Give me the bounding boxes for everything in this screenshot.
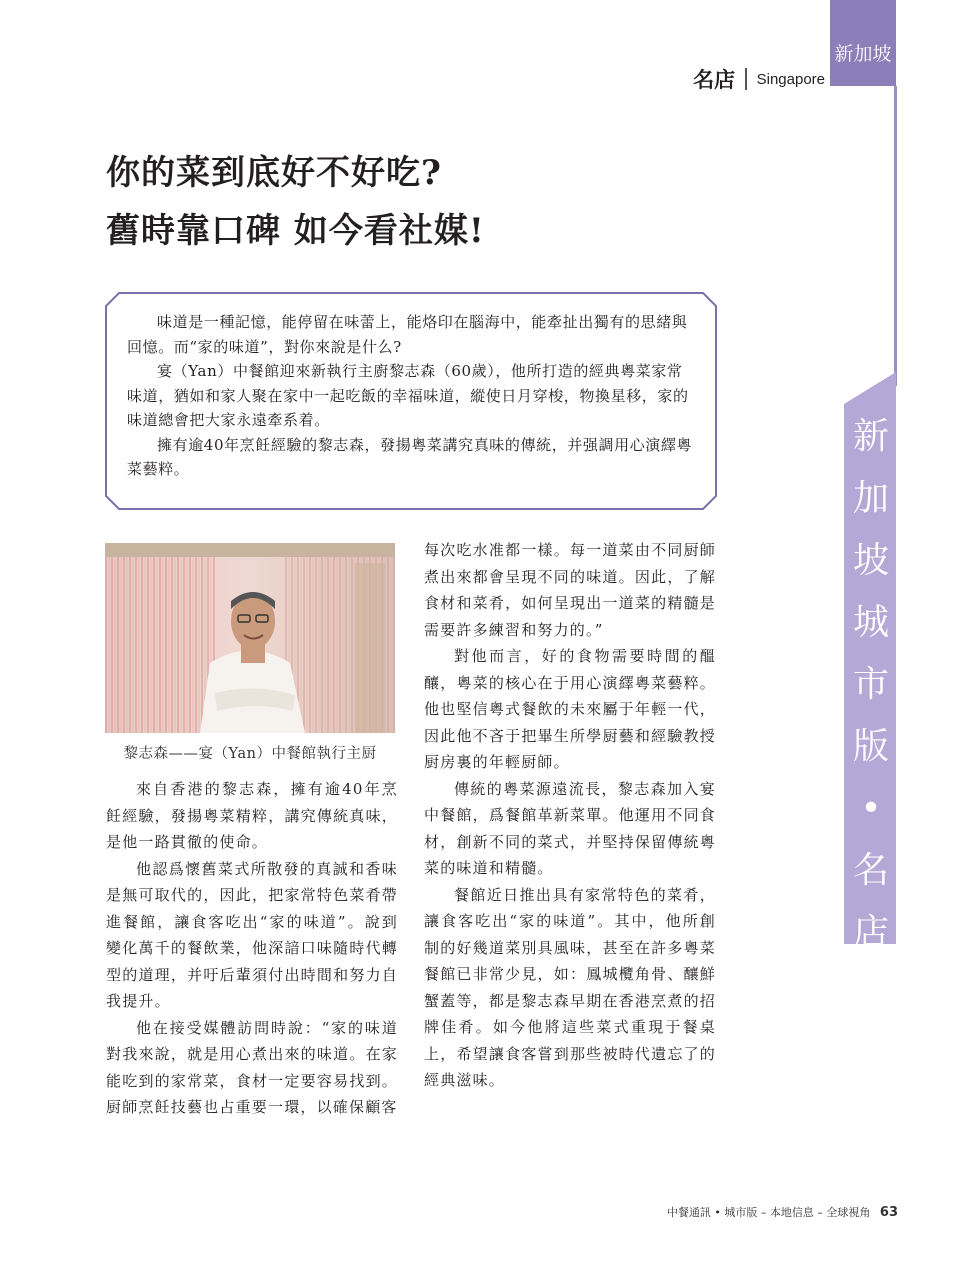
title-line-2: 舊時靠口碑 如今看社媒!: [106, 211, 485, 251]
intro-paragraph: 宴（Yan）中餐館迎來新執行主廚黎志森（60歲），他所打造的經典粵菜家常味道，猶如和家人聚在家中一起吃飯的幸福味道，縱使日月穿梭，物換星移，家的味道總會把大家永遠牽系着。: [127, 362, 689, 429]
chef-photo: [105, 543, 395, 733]
side-band-text: [844, 406, 898, 964]
intro-paragraph: 擁有逾40年烹飪經驗的黎志森，發揚粵菜講究真味的傳統，并强調用心演繹粵菜藝粹。: [127, 435, 693, 478]
section-divider: [745, 68, 747, 90]
article-title: [106, 144, 485, 260]
title-line-1: 你的菜到底好不好吃?: [106, 153, 442, 193]
chef-photo-image: [105, 543, 395, 733]
body-paragraph: 傳統的粵菜源遠流長，黎志森加入宴中餐館，爲餐館革新菜單。他運用不同食材，創新不同的菜式，并堅持保留傳統粵菜的味道和精髓。: [424, 779, 716, 877]
body-paragraph: 對他而言，好的食物需要時間的醞釀，粵菜的核心在于用心演繹粵菜藝粹。他也堅信粵式餐飲的未來屬于年輕一代，因此他不吝于把畢生所學厨藝和經驗教授厨房裏的年輕厨師。: [424, 647, 716, 771]
photo-caption: 黎志森——宴（Yan）中餐館執行主厨: [123, 746, 377, 762]
side-band-char: •: [860, 788, 882, 829]
side-band-char: 新: [852, 416, 889, 457]
side-band-char: 店: [852, 912, 889, 953]
side-band: [844, 372, 896, 953]
body-paragraph: 來自香港的黎志森，擁有逾40年烹飪經驗，發揚粵菜精粹，講究傳統真味，是他一路貫徹的使命。: [106, 780, 398, 851]
section-title: 名店: [693, 68, 736, 92]
page-footer: [667, 1204, 898, 1220]
side-band-char: 坡: [852, 540, 889, 581]
accent-rule: [894, 86, 897, 386]
side-band-char: 加: [852, 478, 889, 519]
section-header: [693, 64, 825, 94]
intro-box: [105, 292, 717, 510]
left-column: [106, 776, 398, 1121]
right-column: [424, 537, 716, 1094]
side-band-char: 市: [852, 664, 889, 705]
intro-text: [127, 310, 695, 482]
page-number: 63: [879, 1205, 898, 1220]
body-paragraph: 餐館近日推出具有家常特色的菜肴，讓食客吃出“家的味道”。其中，他所創制的好幾道菜別具風味，甚至在許多粵菜餐館已非常少見，如：鳳城欖角骨、釀鮮蟹蓋等，都是黎志森早期在香港烹煮的招牌佳肴。如今他將這些菜式重現于餐桌上，希望讓食客嘗到那些被時代遺忘了的經典滋味。: [424, 885, 716, 1089]
body-paragraph: 每次吃水准都一樣。每一道菜由不同厨師煮出來都會呈現不同的味道。因此，了解食材和菜肴，如何呈現出一道菜的精髓是需要許多練習和努力的。”: [424, 541, 716, 639]
region-tab-label: 新加坡: [834, 43, 892, 65]
side-band-char: 城: [852, 602, 889, 643]
side-band-char: 版: [852, 726, 889, 767]
footer-text: 中餐通訊 • 城市版 – 本地信息 – 全球視角: [666, 1206, 871, 1219]
section-subtitle: Singapore: [756, 70, 825, 88]
body-paragraph: 他認爲懷舊菜式所散發的真誠和香味是無可取代的，因此，把家常特色菜肴帶進餐館，讓食客吃出“家的味道”。說到變化萬千的餐飲業，他深諳口味隨時代轉型的道理，并吁后輩須付出時間和努力自我提升。: [106, 859, 398, 1010]
side-band-char: 名: [852, 850, 889, 891]
intro-paragraph: 味道是一種記憶，能停留在味蕾上，能烙印在腦海中，能牽扯出獨有的思緒與回憶。而“家的味道”，對你來說是什么?: [127, 313, 688, 356]
region-tab: [830, 0, 896, 86]
body-paragraph: 他在接受媒體訪問時說：“家的味道對我來說，就是用心煮出來的味道。在家能吃到的家常菜，食材一定要容易找到。厨師烹飪技藝也占重要一環，以確保顧客: [106, 1018, 398, 1116]
